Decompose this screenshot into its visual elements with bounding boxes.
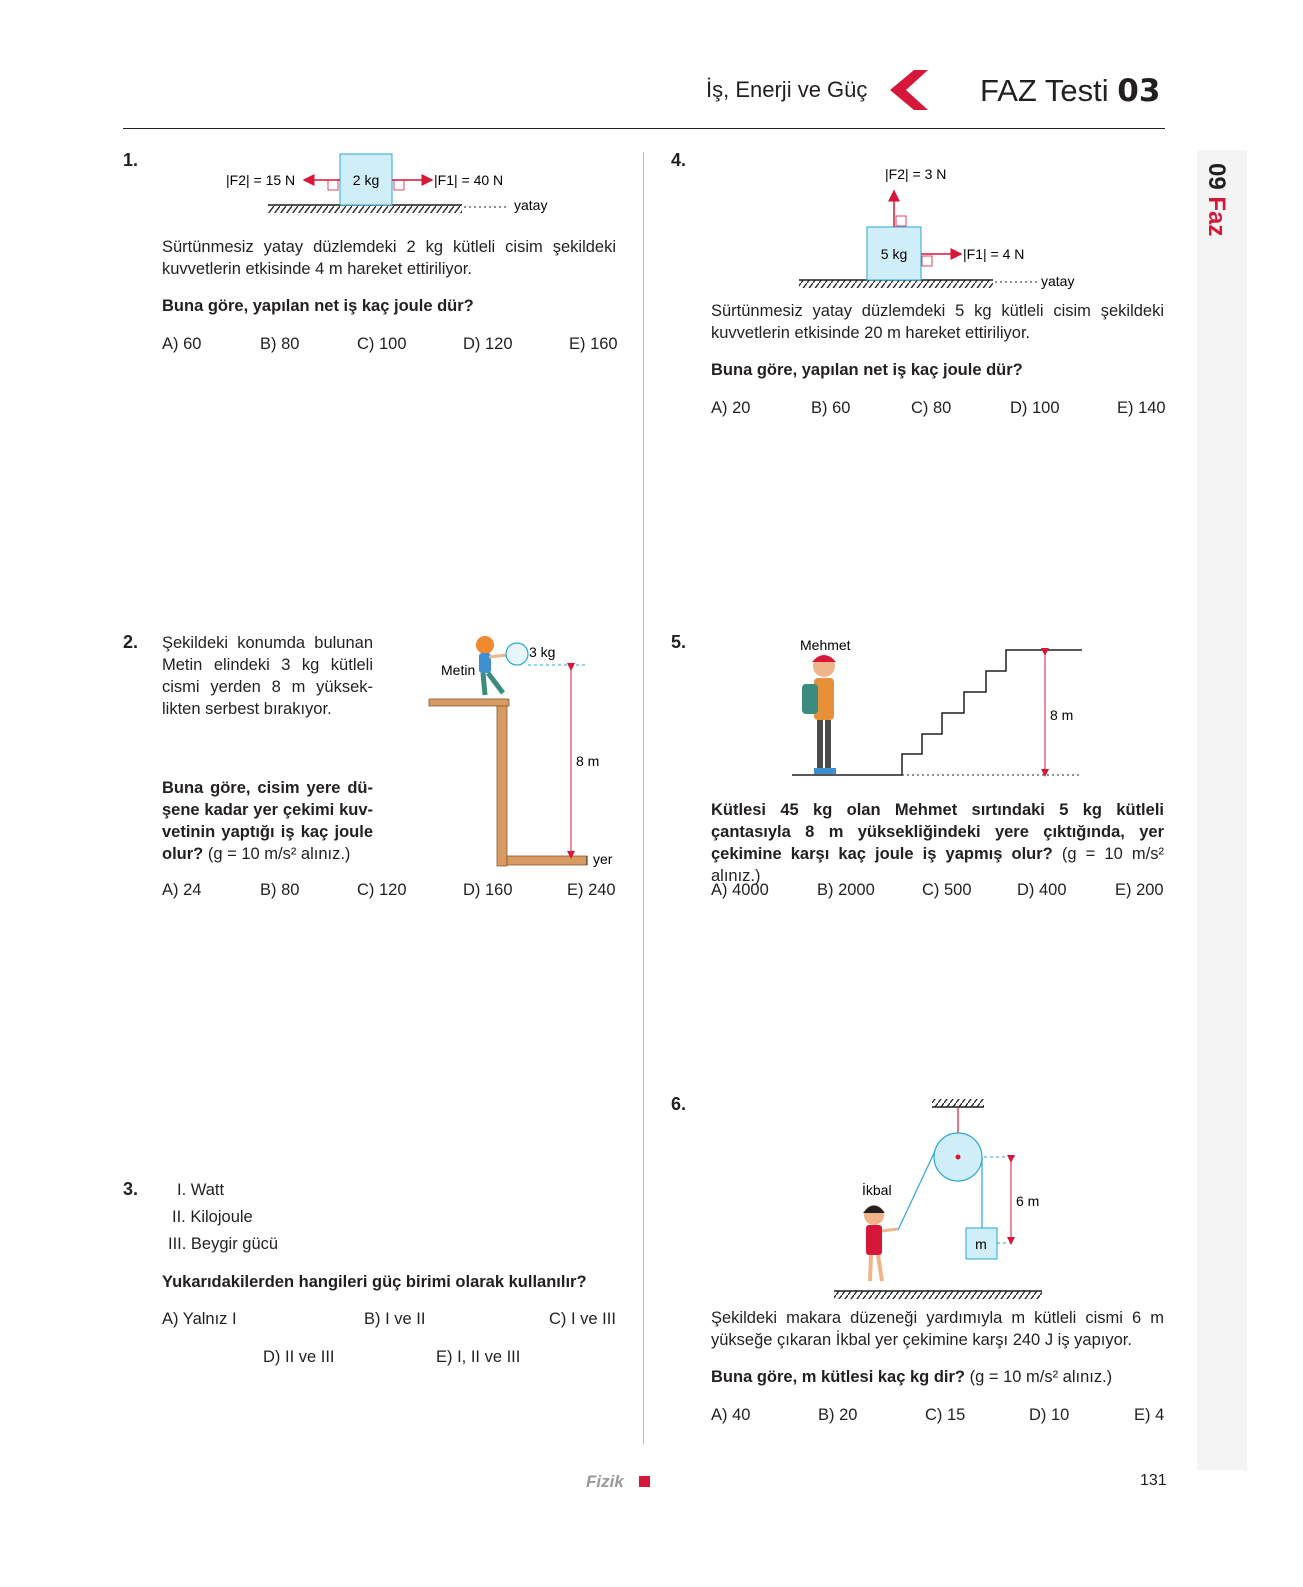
q6-option-c[interactable]: C) 15 bbox=[925, 1406, 966, 1424]
footer-square-icon bbox=[639, 1476, 650, 1487]
q5-question-text: Kütlesi 45 kg olan Mehmet sırtındaki 5 kg kütleli çantasıyla 8 m yüksekliğindeki yere çıktığında, yer çekimine karşı kaç joule iş yapmış olur? bbox=[711, 801, 1164, 863]
q4-ground-label: yatay bbox=[1041, 273, 1075, 289]
q3-option-d[interactable]: D) II ve III bbox=[263, 1348, 335, 1366]
q3-question: Yukarıdakilerden hangileri güç birimi olarak kullanılır? bbox=[162, 1273, 587, 1291]
q2-option-a[interactable]: A) 24 bbox=[162, 881, 202, 899]
header-rule bbox=[123, 128, 1165, 129]
q2-text: Şekildeki konumda bulunan Metin elindeki 3 kg kütleli cismi yerden 8 m yüksek-likten serbest bırakıyor. bbox=[162, 634, 373, 718]
q1-number: 1. bbox=[123, 150, 139, 170]
q6-question bbox=[711, 1366, 1112, 1388]
q2-figure bbox=[425, 633, 625, 873]
q2-option-e[interactable]: E) 240 bbox=[567, 881, 616, 899]
q6-option-a[interactable]: A) 40 bbox=[711, 1406, 751, 1424]
q1-option-d[interactable]: D) 120 bbox=[463, 335, 513, 353]
test-title bbox=[980, 73, 1160, 109]
q1-text: Sürtünmesiz yatay düzlemdeki 2 kg kütleli cisim şekildeki kuvvetlerin etkisinde 4 m hareket ettiriliyor. bbox=[162, 238, 616, 278]
q1-mass-label: 2 kg bbox=[352, 172, 380, 188]
q5-backpack bbox=[802, 684, 818, 714]
sidebar-number: 09 bbox=[1203, 163, 1230, 190]
q6-option-d[interactable]: D) 10 bbox=[1029, 1406, 1070, 1424]
column-divider bbox=[643, 152, 644, 1444]
q4-mass-label: 5 kg bbox=[880, 246, 908, 262]
q3-item-3: III. Beygir gücü bbox=[168, 1235, 279, 1253]
chevron-left-icon bbox=[888, 68, 932, 112]
q5-option-c[interactable]: C) 500 bbox=[922, 881, 972, 899]
page-number: 131 bbox=[1140, 1472, 1167, 1489]
q5-stairs bbox=[792, 650, 1082, 775]
q2-number: 2. bbox=[123, 632, 139, 652]
sidebar-strip bbox=[1197, 150, 1247, 1470]
q2-ball bbox=[506, 643, 528, 665]
q1-f2-label: |F2| = 15 N bbox=[226, 172, 296, 188]
q2-note: (g = 10 m/s² alınız.) bbox=[207, 845, 351, 863]
q2-height-label: 8 m bbox=[576, 753, 600, 769]
q2-metin-head bbox=[476, 636, 494, 654]
q4-text: Sürtünmesiz yatay düzlemdeki 5 kg kütleli cisim şekildeki kuvvetlerin etkisinde 20 m hareket ettiriliyor. bbox=[711, 302, 1164, 342]
q1-option-c[interactable]: C) 100 bbox=[357, 335, 407, 353]
q6-note: (g = 10 m/s² alınız.) bbox=[969, 1368, 1113, 1386]
q6-question-text: Buna göre, m kütlesi kaç kg dir? bbox=[711, 1368, 965, 1386]
q6-text: Şekildeki makara düzeneği yardımıyla m kütleli cismi 6 m yükseğe çıkaran İkbal yer çekimine karşı 240 J iş yapıyor. bbox=[711, 1309, 1164, 1349]
sidebar-faz: Faz bbox=[1203, 196, 1230, 237]
sidebar-label bbox=[1202, 163, 1230, 236]
q1-f1-label: |F1| = 40 N bbox=[434, 172, 504, 188]
q5-number: 5. bbox=[671, 632, 687, 652]
q4-f2-label: |F2| = 3 N bbox=[885, 166, 947, 182]
q3-item-1: I. Watt bbox=[177, 1181, 225, 1199]
q1-option-a[interactable]: A) 60 bbox=[162, 335, 202, 353]
q5-note: (g = 10 m/s² alınız.) bbox=[711, 845, 1164, 885]
q2-question bbox=[162, 777, 373, 865]
q6-figure bbox=[830, 1095, 1060, 1305]
q4-figure bbox=[795, 155, 1095, 290]
q1-option-b[interactable]: B) 80 bbox=[260, 335, 300, 353]
unit-title: İş, Enerji ve Güç bbox=[706, 77, 868, 102]
q4-option-d[interactable]: D) 100 bbox=[1010, 399, 1060, 417]
q2-question-text: Buna göre, cisim yere dü-şene kadar yer çekimi kuv-vetinin yaptığı iş kaç joule olur? bbox=[162, 779, 373, 863]
q3-option-e[interactable]: E) I, II ve III bbox=[436, 1348, 521, 1366]
q4-option-e[interactable]: E) 140 bbox=[1117, 399, 1166, 417]
q4-f1-label: |F1| = 4 N bbox=[963, 246, 1025, 262]
test-name: FAZ Testi bbox=[980, 73, 1109, 108]
q4-number: 4. bbox=[671, 150, 687, 170]
q5-person-label: Mehmet bbox=[800, 637, 851, 653]
q5-height-label: 8 m bbox=[1050, 707, 1074, 723]
q5-option-b[interactable]: B) 2000 bbox=[817, 881, 875, 899]
q5-option-a[interactable]: A) 4000 bbox=[711, 881, 769, 899]
q2-option-d[interactable]: D) 160 bbox=[463, 881, 513, 899]
q1-ground-label: yatay bbox=[514, 197, 548, 213]
q3-item-2: II. Kilojoule bbox=[172, 1208, 253, 1226]
q3-option-c[interactable]: C) I ve III bbox=[549, 1310, 616, 1328]
q2-ledge bbox=[429, 699, 509, 706]
q6-ikbal-body bbox=[866, 1225, 882, 1255]
q1-option-e[interactable]: E) 160 bbox=[569, 335, 618, 353]
q6-number: 6. bbox=[671, 1094, 687, 1114]
q2-option-c[interactable]: C) 120 bbox=[357, 881, 407, 899]
q1-question: Buna göre, yapılan net iş kaç joule dür? bbox=[162, 297, 474, 315]
q1-ground-hatch bbox=[268, 205, 462, 213]
q5-option-e[interactable]: E) 200 bbox=[1115, 881, 1164, 899]
q4-question: Buna göre, yapılan net iş kaç joule dür? bbox=[711, 361, 1023, 379]
q6-option-e[interactable]: E) 4 bbox=[1134, 1406, 1165, 1424]
q2-ground-label: yer bbox=[593, 851, 613, 867]
q2-wall bbox=[497, 706, 507, 866]
q3-option-a[interactable]: A) Yalnız I bbox=[162, 1310, 237, 1328]
q3-option-b[interactable]: B) I ve II bbox=[364, 1310, 426, 1328]
q6-person-label: İkbal bbox=[862, 1182, 892, 1198]
q5-option-d[interactable]: D) 400 bbox=[1017, 881, 1067, 899]
q5-figure bbox=[790, 636, 1090, 781]
q3-number: 3. bbox=[123, 1179, 139, 1199]
q4-option-b[interactable]: B) 60 bbox=[811, 399, 851, 417]
q6-mass-label: m bbox=[975, 1236, 987, 1252]
footer-subject: Fizik bbox=[586, 1472, 624, 1491]
q5-question bbox=[711, 799, 1164, 887]
q2-option-b[interactable]: B) 80 bbox=[260, 881, 300, 899]
q2-person-label: Metin bbox=[441, 662, 476, 678]
q4-option-a[interactable]: A) 20 bbox=[711, 399, 751, 417]
q6-height-label: 6 m bbox=[1016, 1193, 1040, 1209]
q2-mass-label: 3 kg bbox=[529, 644, 556, 660]
q2-floor bbox=[507, 856, 587, 865]
q1-figure bbox=[220, 150, 580, 222]
q6-option-b[interactable]: B) 20 bbox=[818, 1406, 858, 1424]
test-number: 03 bbox=[1117, 73, 1161, 109]
q4-option-c[interactable]: C) 80 bbox=[911, 399, 952, 417]
